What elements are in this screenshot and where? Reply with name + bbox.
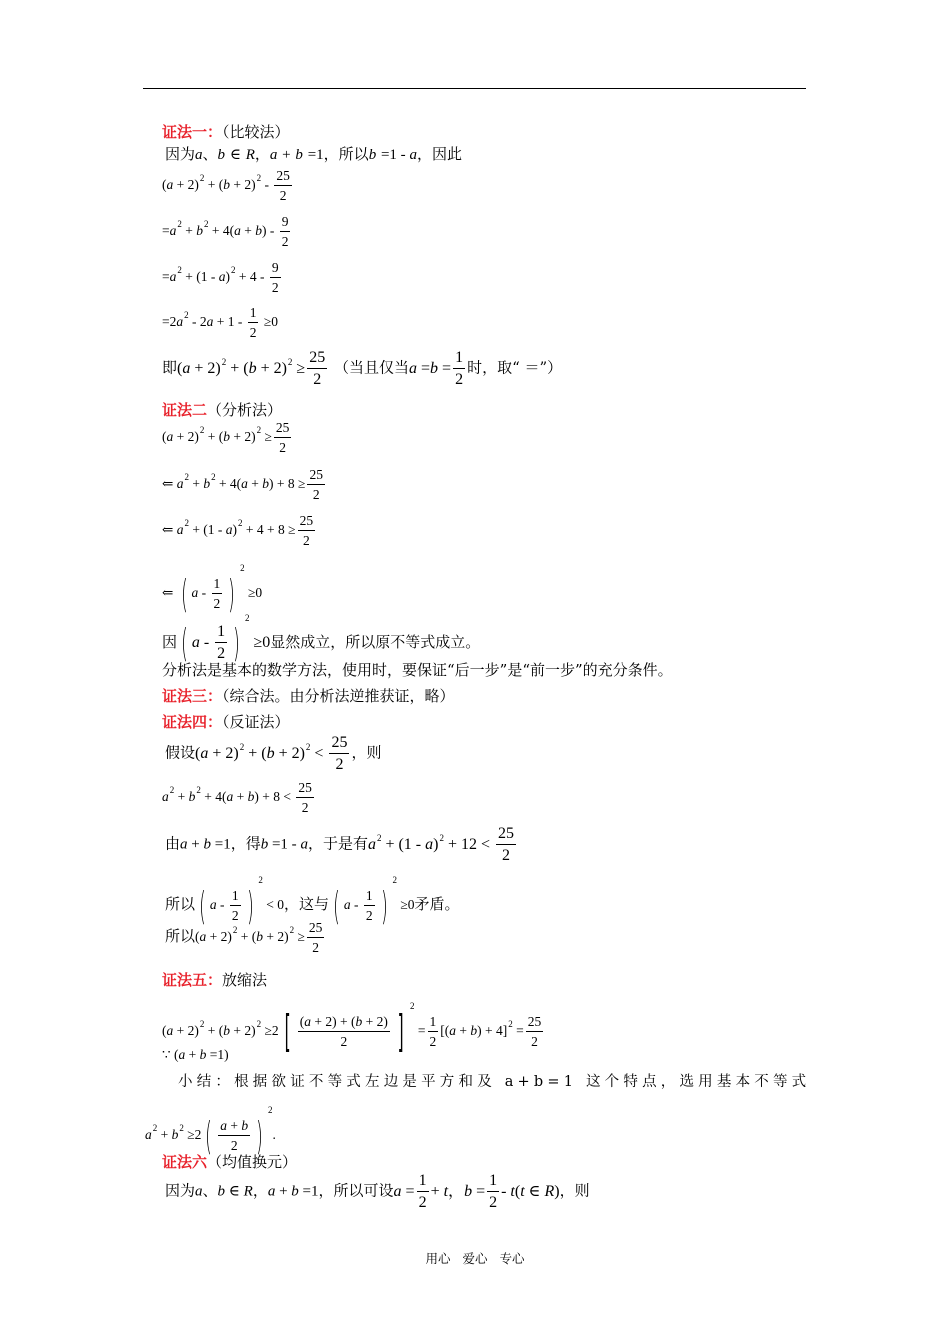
method6-title bbox=[162, 1152, 297, 1172]
method4-step4: 所以$(a + 2)^2 + (b + 2)^2$ ≥ $\frac{25}{2}$ bbox=[165, 920, 323, 955]
method3-title bbox=[162, 686, 455, 706]
method2-remark: 分析法是基本的数学方法，使用时，要保证“后一步”是“前一步”的充分条件。 bbox=[162, 661, 673, 679]
method6-header: 证法六 bbox=[162, 1153, 208, 1171]
method3-header: 证法三： bbox=[162, 687, 223, 705]
method1-conclusion-note: （当且仅当 bbox=[333, 358, 409, 377]
method1-header: 证法一： bbox=[162, 123, 223, 141]
method4-assume-text: 假设 bbox=[165, 743, 196, 762]
method2-step5: 因 ( a - $\frac{1}{2}$ )$^2$ ≥0显然成立，所以原不等式成立。 bbox=[162, 613, 481, 666]
method4-step2: 由a + b =1，得b =1 - a，于是有$a^2 + (1 - a)^2 + 12$ < $\frac{25}{2}$ bbox=[165, 825, 515, 864]
page-footer: 用心 爱心 专心 bbox=[425, 1251, 525, 1266]
method5-because: ∵ (a + b =1) bbox=[162, 1047, 229, 1062]
method4-step1: $a^2 + b^2 + 4(a + b) + 8$ < $\frac{25}{2}$ bbox=[162, 780, 312, 815]
method1-step2: $=a^2 + b^2 + 4(a + b)$ - $\frac{9}{2}$ bbox=[162, 214, 289, 249]
method2-step2: ⇐ $a^2 + b^2 + 4(a + b) + 8$ ≥ $\frac{25}{2}$ bbox=[162, 467, 323, 502]
method2-step5-text: 显然成立，所以原不等式成立。 bbox=[270, 633, 481, 651]
method1-step3: $=a^2 + (1 - a)^2 + 4$ - $\frac{9}{2}$ bbox=[162, 260, 279, 295]
method4-title bbox=[162, 712, 290, 732]
method1-step1: $(a + 2)^2 + (b + 2)^2$ - $\frac{25}{2}$ bbox=[162, 168, 290, 203]
method4-get-text: ，得 bbox=[230, 834, 261, 853]
method2-header: 证法二 bbox=[162, 401, 208, 419]
method1-intro-text: 因为 bbox=[165, 145, 196, 163]
method5-summary-formula: $a^2 + b^2 \ge 2$ ( $\frac{a + b}{2}$ )$^2$. bbox=[145, 1105, 276, 1158]
method4-contra-text: ，这与 bbox=[284, 895, 330, 913]
method4-step3: 所以 ( a - $\frac{1}{2}$ )$^2$ < 0，这与 ( a - $\frac{1}{2}$ )$^2$ ≥0矛盾。 bbox=[165, 875, 460, 928]
method1-conclusion-note2: 时，取“ ＝”） bbox=[467, 358, 563, 377]
method2-title bbox=[162, 400, 282, 420]
method5-title bbox=[162, 970, 267, 990]
method6-note: （均值换元） bbox=[207, 1153, 298, 1171]
method4-so-text: 所以 bbox=[165, 895, 196, 913]
method2-step1: $(a + 2)^2 + (b + 2)^2$ ≥ $\frac{25}{2}$ bbox=[162, 420, 290, 455]
method5-summary: 小结：根据欲证不等式左边是平方和及 a+b=1 这个特点，选用基本不等式 bbox=[178, 1074, 811, 1090]
method2-step3: ⇐ $a^2 + (1 - a)^2 + 4 + 8$ ≥ $\frac{25}{2}$ bbox=[162, 513, 314, 548]
method4-from-text: 由 bbox=[165, 834, 181, 853]
method6-intro-text2: ，所以可设 bbox=[318, 1181, 394, 1200]
method4-then-text: ，则 bbox=[351, 743, 382, 762]
method3-note: （综合法。由分析法逆推获证，略） bbox=[222, 687, 455, 705]
method6-intro: 因为a、b ∈ R，a + b =1，所以可设a = $\frac{1}{2}$ + t，b = $\frac{1}{2}$ - t(t ∈ R)，则 bbox=[165, 1172, 590, 1211]
method1-conclusion-prefix: 即 bbox=[162, 358, 178, 377]
method5-step1: $(a + 2)^2 + (b + 2)^2 \ge 2$ [ $\frac{(a + 2) + (b + 2)}{2}$ ] $^2$ = $\frac{1}{2}$ $[(a + b) + 4]^2$ = $\frac{25}{2}$ bbox=[162, 1001, 542, 1057]
method4-contra-text2: 矛盾。 bbox=[414, 895, 460, 913]
method6-intro-text3: ，则 bbox=[559, 1181, 590, 1200]
method1-title bbox=[162, 122, 290, 142]
method1-intro: 因为a、b ∈ R，a + b =1，所以b =1 - a，因此 bbox=[165, 145, 462, 163]
method4-header: 证法四： bbox=[162, 713, 223, 731]
method2-step5-prefix: 因 bbox=[162, 633, 178, 651]
method2-note: （分析法） bbox=[207, 401, 283, 419]
method4-note: （反证法） bbox=[222, 713, 290, 731]
method4-hence-text: ，于是有 bbox=[307, 834, 368, 853]
method5-note: 放缩法 bbox=[222, 971, 268, 989]
method1-note: （比较法） bbox=[222, 123, 290, 141]
method4-assume: 假设$(a + 2)^2 + (b + 2)^2$ < $\frac{25}{2}$ ，则 bbox=[165, 734, 382, 773]
method1-intro-text2: ，所以 bbox=[323, 145, 369, 163]
method6-intro-text: 因为 bbox=[165, 1181, 196, 1200]
method1-step4: $=2a^2 - 2a + 1$ - $\frac{1}{2}$ ≥0 bbox=[162, 305, 279, 340]
method2-step4: ⇐ ( a - $\frac{1}{2}$ )$^2$ ≥0 bbox=[162, 563, 263, 616]
method1-conclusion: 即$(a + 2)^2 + (b + 2)^2$ ≥ $\frac{25}{2}$ （当且仅当a =b = $\frac{1}{2}$ 时，取“ ＝”） bbox=[162, 349, 563, 388]
method4-so2-text: 所以 bbox=[165, 927, 196, 945]
method1-intro-text3: ，因此 bbox=[416, 145, 462, 163]
method5-header: 证法五： bbox=[162, 971, 223, 989]
header-rule bbox=[143, 88, 806, 89]
